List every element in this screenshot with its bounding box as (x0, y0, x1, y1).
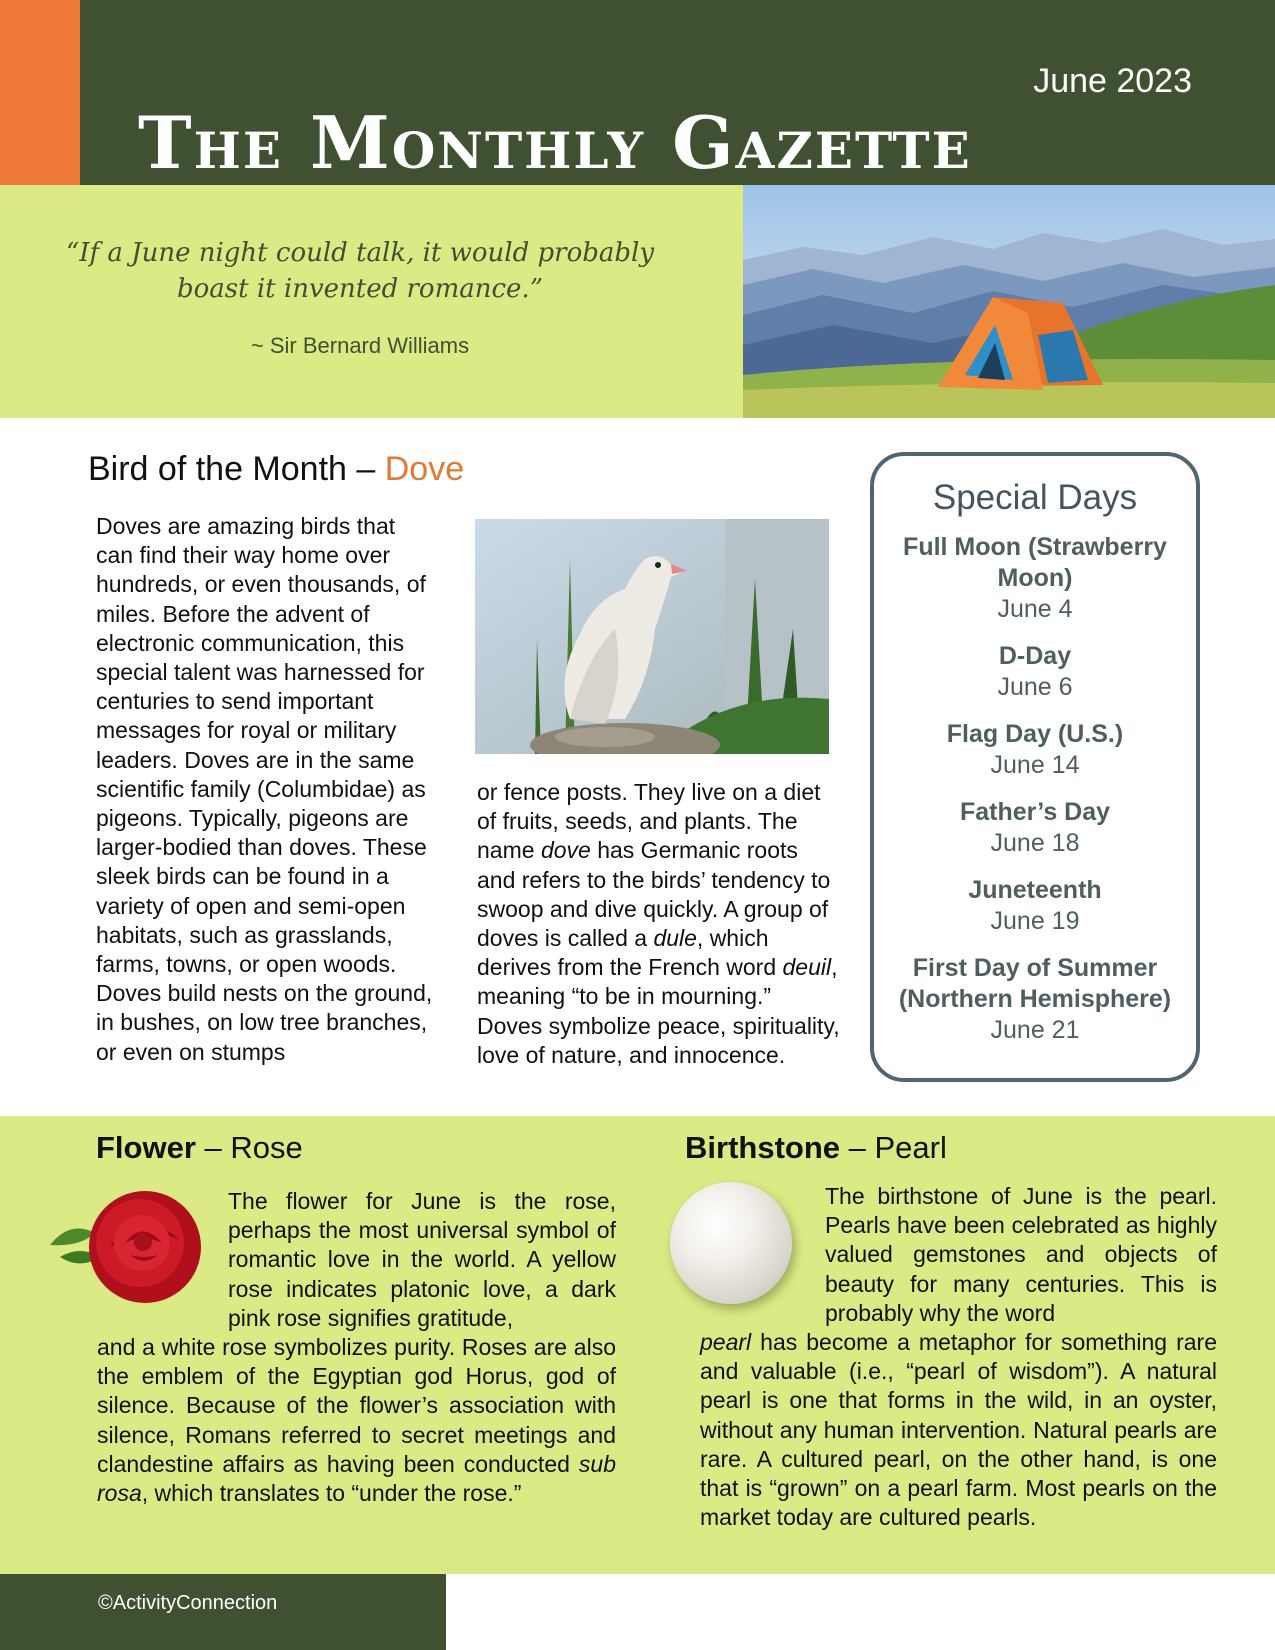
newsletter-title: The Monthly Gazette (138, 100, 972, 185)
pearl-image (670, 1182, 792, 1304)
special-day-date: June 19 (990, 907, 1080, 935)
dove-illustration (475, 519, 829, 754)
special-day-date: June 21 (990, 1016, 1080, 1044)
quote-line-1: “If a June night could talk, it would probably (65, 238, 655, 268)
quote-author: ~ Sir Bernard Williams (250, 333, 470, 358)
birthstone-p2-em-pearl: pearl (700, 1329, 752, 1355)
birthstone-text-part-2 (700, 1328, 1217, 1532)
quote-line-2: boast it invented romance.” (177, 274, 543, 304)
bird-col2-text-a: or fence posts. They live on a diet of fruits, seeds, and plants. The name (477, 779, 821, 864)
special-day-name: Full Moon (Strawberry Moon) (903, 533, 1167, 592)
special-day-item (874, 719, 1196, 781)
birthstone-heading (685, 1130, 947, 1166)
flower-p2-text-b: , which translates to “under the rose.” (141, 1480, 522, 1507)
flower-heading-label: Flower (96, 1130, 196, 1165)
bird-text-column-2 (477, 778, 842, 1070)
birthstone-heading-label: Birthstone (685, 1130, 840, 1165)
flower-p2-text-a: and a white rose symbolizes purity. Roses are also the emblem of the Egyptian god Horus, god of silence. Because of the flower’s association with silence, Romans referred to secret meetings and clandestine affairs as having been conducted (97, 1334, 616, 1477)
rose-image (40, 1185, 205, 1310)
flower-heading-name: – Rose (195, 1130, 303, 1165)
masthead (0, 0, 1275, 185)
rose-icon (40, 1185, 205, 1310)
flower-text-part-2 (97, 1333, 616, 1508)
bird-heading-prefix: Bird of the Month – (88, 450, 385, 488)
flower-heading (96, 1130, 303, 1166)
bird-col2-em-dove: dove (540, 837, 591, 864)
special-day-item (874, 532, 1196, 625)
dove-photo (475, 519, 829, 754)
masthead-accent-block (0, 0, 80, 185)
birthstone-p2-text: has become a metaphor for something rare and valuable (i.e., “pearl of wisdom”). A natural pearl is one that forms in the wild, in an oyster, without any human intervention. Natural pearls are rare. A cultured pearl, on the other hand, is one that is “grown” on a pearl farm. Most pearls on the market today are cultured pearls. (700, 1329, 1217, 1531)
special-day-name: First Day of Summer (Northern Hemisphere) (898, 954, 1172, 1013)
footer-bar (0, 1574, 446, 1650)
special-day-date: June 6 (997, 673, 1073, 701)
special-day-date: June 18 (990, 829, 1080, 857)
special-day-name: D-Day (998, 642, 1072, 670)
special-day-date: June 14 (990, 751, 1080, 779)
camping-scene-image (743, 185, 1275, 418)
bird-col2-text-d: , meaning “to be in mourning.” Doves symbolize peace, spirituality, love of nature, and innocence. (477, 954, 840, 1068)
quote-panel (0, 185, 743, 418)
flower-text-part-1: The flower for June is the rose, perhaps the most universal symbol of romantic love in the world. A yellow rose indicates platonic love, a dark pink rose signifies gratitude, (228, 1188, 616, 1331)
special-day-item (874, 875, 1196, 937)
copyright-text: ©ActivityConnection (98, 1592, 278, 1614)
special-day-item (874, 797, 1196, 859)
special-day-name: Father’s Day (959, 798, 1111, 826)
issue-date: June 2023 (1033, 62, 1192, 100)
bird-text-column-1: Doves are amazing birds that can find their way home over hundreds, or even thousands, of miles. Before the advent of electronic communication, this special talent was harnessed for centuries to send important messages for royal or military leaders. Doves are in the same scientific family (Columbidae) as pigeons. Typically, pigeons are larger-bodied than doves. These sleek birds can be found in a variety of open and semi-open habitats, such as grasslands, farms, towns, or open woods. Doves build nests on the ground, in bushes, on low tree branches, or even on stumps (96, 513, 433, 1065)
bird-col2-text-b: has Germanic roots and refers to the birds’ tendency to swoop and dive quickly. A group of doves is called a (477, 837, 831, 952)
special-day-item (874, 953, 1196, 1046)
special-day-name: Juneteenth (968, 876, 1102, 904)
quote-text (60, 235, 660, 307)
special-days-box (870, 452, 1200, 1082)
special-day-date: June 4 (997, 595, 1073, 623)
bird-heading-name: Dove (384, 450, 465, 488)
bird-col2-text-c: , which derives from the French word (477, 925, 783, 981)
bird-col2-em-deuil: deuil (782, 954, 832, 981)
bird-heading (88, 450, 464, 489)
special-day-name: Flag Day (U.S.) (946, 720, 1124, 748)
birthstone-heading-name: – Pearl (840, 1130, 947, 1165)
flower-p2-em-sub-rosa: sub rosa (97, 1450, 616, 1507)
bird-col2-em-dule: dule (653, 925, 697, 952)
special-day-item (874, 641, 1196, 703)
special-days-title: Special Days (932, 478, 1138, 517)
birthstone-text-part-1: The birthstone of June is the pearl. Pearls have been celebrated as highly valued gemstones and objects of beauty for many centuries. This is probably why the word (825, 1183, 1217, 1326)
mountain-tent-illustration (743, 185, 1275, 418)
